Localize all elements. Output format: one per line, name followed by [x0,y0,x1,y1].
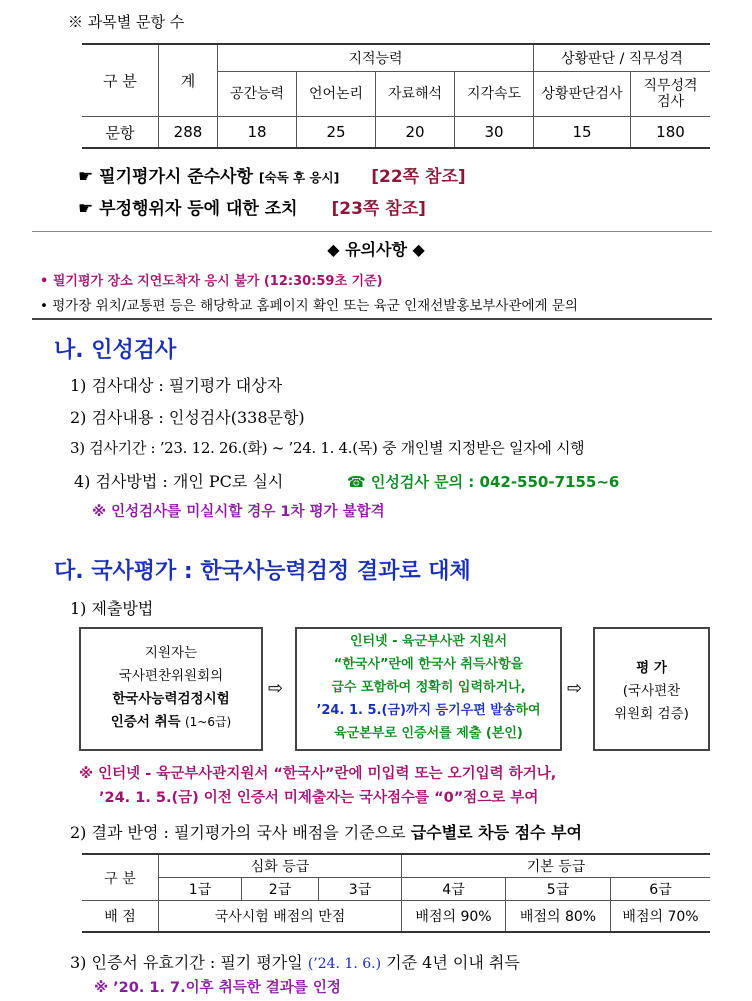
right-arrow-icon: ⇨ [268,678,284,699]
cell-perception: 30 [455,117,534,149]
hand-pointer-icon: ☛ [78,167,94,187]
notice-compliance-ref: [22쪽 참조] [371,167,466,187]
caution-item-location: • 평가장 위치/교통편 등은 해당학교 홈페이지 확인 또는 육군 인재선발홍보부사관에게 문의 [40,298,578,314]
notice-compliance: ☛ 필기평가시 준수사항 [숙독 후 응시] [22쪽 참조] [78,167,466,187]
cell-grade-6: 배점의 70% [611,901,711,933]
certificate-validity: 3) 인증서 유효기간 : 필기 평가일 (’24. 1. 6.) 기준 4년 이내 취득 [70,953,520,972]
cell-grade-5: 배점의 80% [506,901,611,933]
section-title-history: 다. 국사평가 : 한국사능력검정 결과로 대체 [54,559,471,584]
personality-content: 2) 검사내용 : 인성검사(338문항) [70,408,305,427]
personality-method: 4) 검사방법 : 개인 PC로 실시 [74,472,284,491]
grade-1: 1급 [159,878,242,901]
grade-6: 6급 [611,878,711,901]
row-label: 배 점 [82,901,159,933]
header-verbal: 언어논리 [297,72,376,117]
header-cognitive: 지적능력 [218,44,534,72]
notice-misconduct-ref: [23쪽 참조] [331,199,426,219]
header-category: 구 분 [82,44,159,117]
grade-3: 3급 [319,878,402,901]
header-total: 계 [159,44,218,117]
header-perception: 지각속도 [455,72,534,117]
header-spatial: 공간능력 [218,72,297,117]
section-title-personality: 나. 인성검사 [54,338,177,363]
cell-personality: 180 [631,117,711,149]
personality-phone: ☎ 인성검사 문의 : 042-550-7155∼6 [347,473,620,491]
cell-spatial: 18 [218,117,297,149]
divider [32,231,712,232]
count-table-title: ※ 과목별 문항 수 [68,13,185,31]
notice-misconduct: ☛ 부정행위자 등에 대한 조치 [23쪽 참조] [78,199,426,219]
personality-period: 3) 검사기간 : ’23. 12. 26.(화) ~ ’24. 1. 4.(목) 중 개인별 지정받은 일자에 시행 [70,439,585,457]
caution-item-late: • 필기평가 장소 지연도착자 응시 불가 (12:30:59초 기준) [40,274,383,289]
result-reflection: 2) 결과 반영 : 필기평가의 국사 배점을 기준으로 급수별로 차등 점수 부여 [70,823,582,842]
cell-grade-4: 배점의 90% [402,901,506,933]
history-warning-line2: ’24. 1. 5.(금) 이전 인증서 미제출자는 국사점수를 “0”점으로 부여 [99,790,539,806]
header-category: 구 분 [82,854,159,901]
row-label: 문항 [82,117,159,149]
grade-4: 4급 [402,878,506,901]
cell-advanced: 국사시험 배점의 만점 [159,901,402,933]
certificate-note: ※ ’20. 1. 7.이후 취득한 결과를 인정 [94,980,341,996]
cell-total: 288 [159,117,218,149]
flow-box-evaluation: 평 가 (국사편찬 위원회 검증) [593,627,710,751]
history-warning-line1: ※ 인터넷 - 육군부사관지원서 “한국사”란에 미입력 또는 오기입력 하거나, [79,766,557,782]
cell-situation: 15 [534,117,631,149]
history-score-table [82,853,710,933]
cell-verbal: 25 [297,117,376,149]
flow-box-submission: 인터넷 - 육군부사관 지원서 “한국사”란에 한국사 취득사항을 급수 포함하여 정확히 입력하거나, ’24. 1. 5.(금)까지 등기우편 발송하여 육군본부로 인증서를 제출 (본인) [295,627,562,751]
grade-5: 5급 [506,878,611,901]
personality-target: 1) 검사대상 : 필기평가 대상자 [70,376,283,395]
header-advanced: 심화 등급 [159,854,402,878]
header-situation: 상황판단 / 직무성격 [534,44,711,72]
divider [32,318,712,320]
grade-2: 2급 [242,878,319,901]
hand-pointer-icon: ☛ [78,199,94,219]
question-count-table [82,43,710,149]
header-data: 자료해석 [376,72,455,117]
right-arrow-icon: ⇨ [567,678,583,699]
header-basic: 기본 등급 [402,854,711,878]
flow-box-applicant: 지원자는 국사편찬위원회의 한국사능력검정시험 인증서 취득 (1~6급) [79,627,263,751]
submission-method-title: 1) 제출방법 [70,599,154,618]
header-situation-test: 상황판단검사 [534,72,631,117]
caution-title: ◆ 유의사항 ◆ [327,240,425,259]
cell-data: 20 [376,117,455,149]
header-personality-test: 직무성격검사 [631,72,711,117]
personality-note: ※ 인성검사를 미실시할 경우 1차 평가 불합격 [92,504,385,520]
